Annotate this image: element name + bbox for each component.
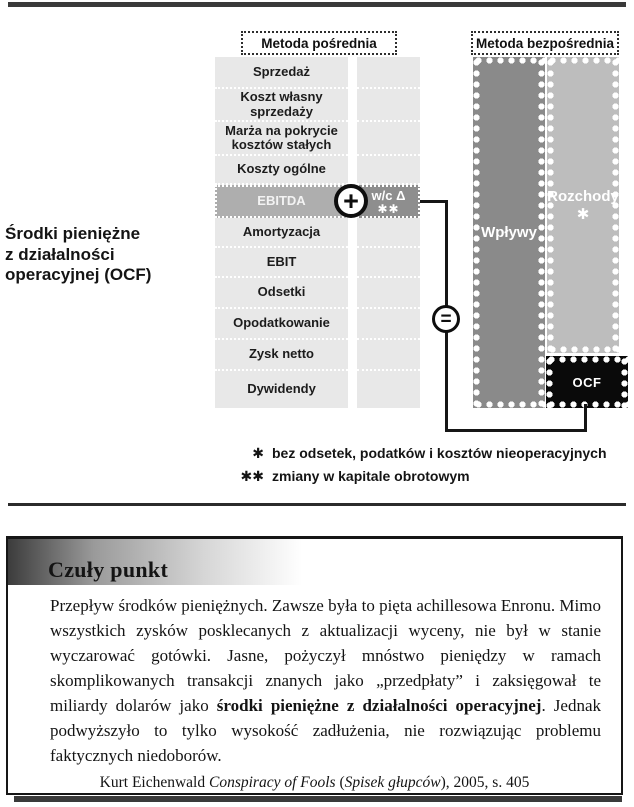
equals-icon: = bbox=[432, 305, 460, 333]
quote-text: Przepływ środków pieniężnych. Zawsze była to pięta achillesowa Enronu. Mimo wszystkich zysków posklecanych z aktualizacji wyceny, nie był w stanie wyczarować gotówki. Jasne, pożyczył mnóstwo pieniędzy w ramach skomplikowanych transakcji znanych jako „przedpłaty” i zaksięgował te miliardy dolarów jako bbox=[50, 596, 601, 715]
row-label: Odsetki bbox=[257, 284, 306, 300]
aux-row bbox=[357, 340, 420, 371]
outflows-column bbox=[547, 57, 619, 353]
aux-row bbox=[357, 218, 420, 248]
bottom-shadow-rule bbox=[14, 796, 622, 802]
row-marza-na-pokrycie bbox=[215, 122, 348, 156]
callout-box bbox=[6, 536, 623, 795]
row-label: Koszty ogólne bbox=[237, 161, 326, 177]
quote-bold-text: środki pieniężne z działalności operacyjnej bbox=[216, 696, 542, 715]
figure-caption-line: Środki pieniężne bbox=[5, 224, 141, 243]
row-label: Amortyzacja bbox=[242, 223, 321, 239]
attribution-translated-title: Spisek głupców bbox=[344, 774, 441, 791]
indirect-method-header bbox=[241, 31, 397, 55]
divider-rule bbox=[8, 503, 626, 506]
adjustments-column bbox=[357, 57, 420, 408]
attribution-work-title: Conspiracy of Fools bbox=[208, 774, 336, 791]
footnote-text: zmiany w kapitale obrotowym bbox=[272, 468, 470, 484]
quote-attribution bbox=[18, 773, 611, 793]
inflows-column bbox=[473, 57, 545, 408]
quote-text: . Jednak podwyższyło to tylko wysokość zadłużenia, nie rozwiązując problemu faktycznych niedoborów. bbox=[50, 696, 601, 765]
asterisk-icon: ✱ bbox=[252, 445, 264, 461]
top-rule bbox=[8, 2, 626, 7]
figure-caption-line: operacyjnej (OCF) bbox=[5, 265, 152, 284]
row-opodatkowanie bbox=[215, 309, 348, 340]
inflows-label: Wpływy bbox=[481, 224, 537, 241]
row-label: Sprzedaż bbox=[252, 63, 311, 79]
aux-row bbox=[357, 89, 420, 122]
aux-row bbox=[357, 309, 420, 340]
row-label: EBIT bbox=[266, 253, 297, 269]
row-label: Opodatkowanie bbox=[233, 315, 330, 331]
row-odsetki bbox=[215, 278, 348, 309]
connector-line bbox=[584, 404, 587, 432]
ocf-result-box bbox=[546, 356, 628, 408]
aux-row bbox=[357, 122, 420, 156]
aux-row bbox=[357, 156, 420, 185]
double-asterisk-icon: ✱✱ bbox=[377, 201, 400, 216]
attribution-separator: ( bbox=[335, 774, 345, 791]
connector-line bbox=[420, 200, 448, 203]
quote-paragraph bbox=[50, 593, 601, 768]
aux-row bbox=[357, 248, 420, 278]
row-koszty-ogolne bbox=[215, 156, 348, 185]
aux-row bbox=[357, 57, 420, 89]
row-ebitda bbox=[215, 185, 348, 218]
direct-method-label: Metoda bezpośrednia bbox=[475, 35, 615, 51]
row-koszt-wlasny-sprzedazy bbox=[215, 89, 348, 122]
figure-caption-line: z działalności bbox=[5, 244, 115, 264]
direct-method-header bbox=[471, 31, 619, 55]
outflows-label: Rozchody bbox=[547, 188, 619, 205]
asterisk-icon: ✱ bbox=[576, 206, 590, 223]
attribution-author: Kurt Eichenwald bbox=[99, 774, 209, 791]
figure-footnotes bbox=[224, 444, 624, 486]
row-label: EBITDA bbox=[257, 193, 306, 209]
indirect-method-label: Metoda pośrednia bbox=[261, 35, 377, 51]
figure-caption bbox=[5, 224, 195, 286]
pnl-items-column bbox=[215, 57, 348, 408]
attribution-suffix: ), 2005, s. 405 bbox=[440, 774, 530, 791]
row-dywidendy bbox=[215, 371, 348, 408]
footnote-text: bez odsetek, podatków i kosztów nieoperacyjnych bbox=[272, 445, 607, 461]
callout-title-band bbox=[8, 539, 621, 585]
row-amortyzacja bbox=[215, 218, 348, 248]
callout-title: Czuły punkt bbox=[48, 557, 169, 582]
row-label: Zysk netto bbox=[248, 346, 314, 362]
row-ebit bbox=[215, 248, 348, 278]
row-label: Koszt własny sprzedaży bbox=[240, 89, 323, 119]
row-sprzedaz bbox=[215, 57, 348, 89]
plus-icon: + bbox=[334, 184, 368, 218]
double-asterisk-icon: ✱✱ bbox=[240, 468, 264, 484]
aux-row bbox=[357, 278, 420, 309]
working-capital-delta-label: w/c Δ bbox=[371, 187, 406, 203]
aux-row bbox=[357, 371, 420, 408]
connector-line bbox=[445, 429, 587, 432]
row-label: Dywidendy bbox=[247, 381, 316, 397]
row-label: Marża na pokrycie kosztów stałych bbox=[225, 122, 338, 152]
row-zysk-netto bbox=[215, 340, 348, 371]
ocf-label: OCF bbox=[572, 374, 602, 390]
